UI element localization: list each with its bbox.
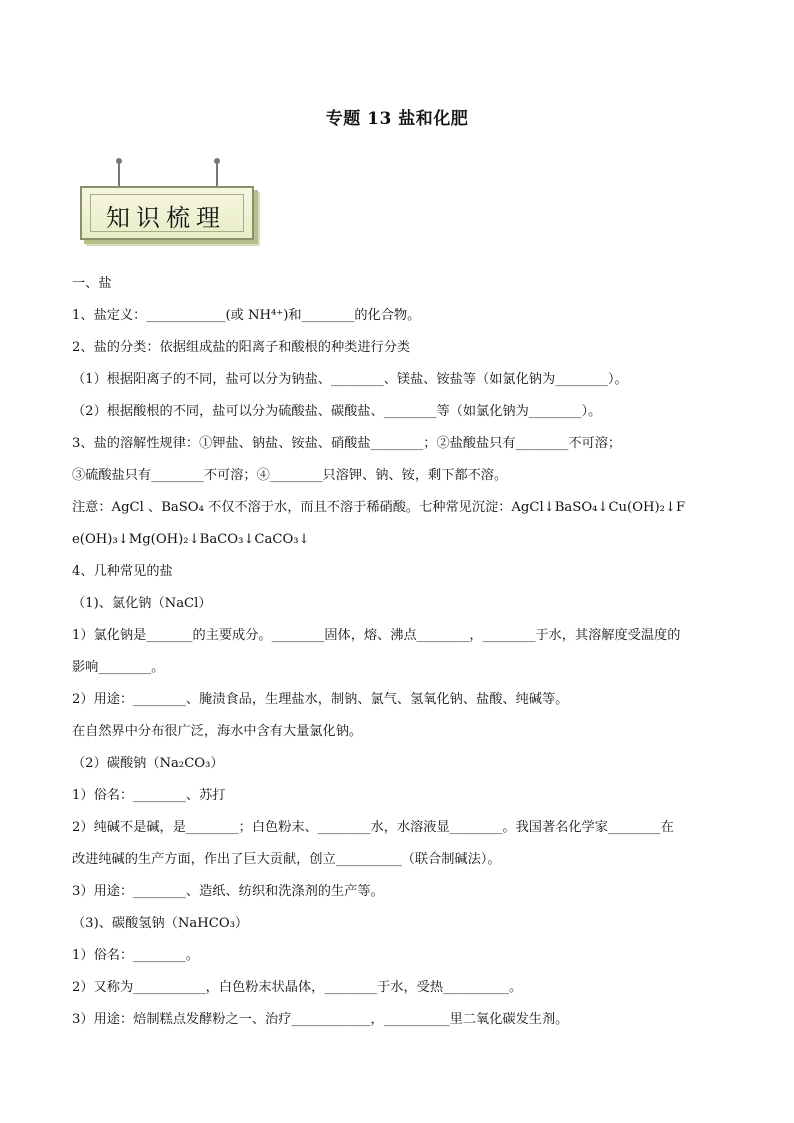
document-body (72, 268, 724, 1036)
page-title: 专题 13 盐和化肥 (325, 109, 469, 129)
badge-label: 知识梳理 (106, 204, 226, 232)
section-heading: 一、盐 (72, 276, 112, 291)
text-line: 在自然界中分布很广泛，海水中含有大量氯化钠。 (72, 724, 363, 739)
text-line: 1）俗名：________。 (72, 948, 200, 963)
knowledge-summary-badge (80, 158, 260, 242)
text-line: 3、盐的溶解性规律：①钾盐、钠盐、铵盐、硝酸盐________；②盐酸盐只有________不可溶； (72, 436, 622, 451)
text-line: 3）用途：焙制糕点发酵粉之一、治疗____________，__________里二氧化碳发生剂。 (72, 1012, 569, 1027)
subsection-heading: （2）碳酸钠（Na₂CO₃） (72, 756, 224, 771)
text-line: 影响________。 (72, 660, 165, 675)
text-line: 3）用途：________、造纸、纺织和洗涤剂的生产等。 (72, 884, 384, 899)
text-line: 2）纯碱不是碱，是________；白色粉末、________水，水溶液显________。我国著名化学家________在 (72, 820, 674, 835)
text-line: 1）俗名：________、苏打 (72, 788, 226, 803)
text-line: 2）又称为___________，白色粉末状晶体，________于水，受热__________。 (72, 980, 523, 995)
hanging-wire (216, 160, 218, 186)
text-line: （2）根据酸根的不同，盐可以分为硫酸盐、碳酸盐、________等（如氯化钠为________）。 (72, 404, 602, 419)
subsection-heading: （3)、碳酸氢钠（NaHCO₃） (72, 916, 249, 931)
text-line: 1）氯化钠是_______的主要成分。________固体，熔、沸点________，________于水，其溶解度受温度的 (72, 628, 681, 643)
text-line: 1、盐定义：____________(或 NH⁴⁺)和________的化合物。 (72, 308, 421, 323)
note-line: e(OH)₃↓Mg(OH)₂↓BaCO₃↓CaCO₃↓ (72, 532, 310, 547)
text-line: （1）根据阳离子的不同，盐可以分为钠盐、________、镁盐、铵盐等（如氯化钠为________）。 (72, 372, 628, 387)
text-line: 改进纯碱的生产方面，作出了巨大贡献，创立__________（联合制碱法）。 (72, 852, 501, 867)
text-line: 2）用途：________、腌渍食品，生理盐水，制钠、氯气、氢氧化钠、盐酸、纯碱等。 (72, 692, 569, 707)
text-line: 2、盐的分类：依据组成盐的阳离子和酸根的种类进行分类 (72, 340, 411, 355)
hanging-wire (118, 160, 120, 186)
note-line: 注意：AgCl 、BaSO₄ 不仅不溶于水，而且不溶于稀硝酸。七种常见沉淀：AgCl↓BaSO₄↓Cu(OH)₂↓F (72, 500, 686, 515)
subsection-heading: （1)、氯化钠（NaCl） (72, 596, 212, 611)
section-heading: 4、几种常见的盐 (72, 564, 173, 579)
text-line: ③硫酸盐只有________不可溶；④________只溶钾、钠、铵，剩下都不溶。 (72, 468, 508, 483)
